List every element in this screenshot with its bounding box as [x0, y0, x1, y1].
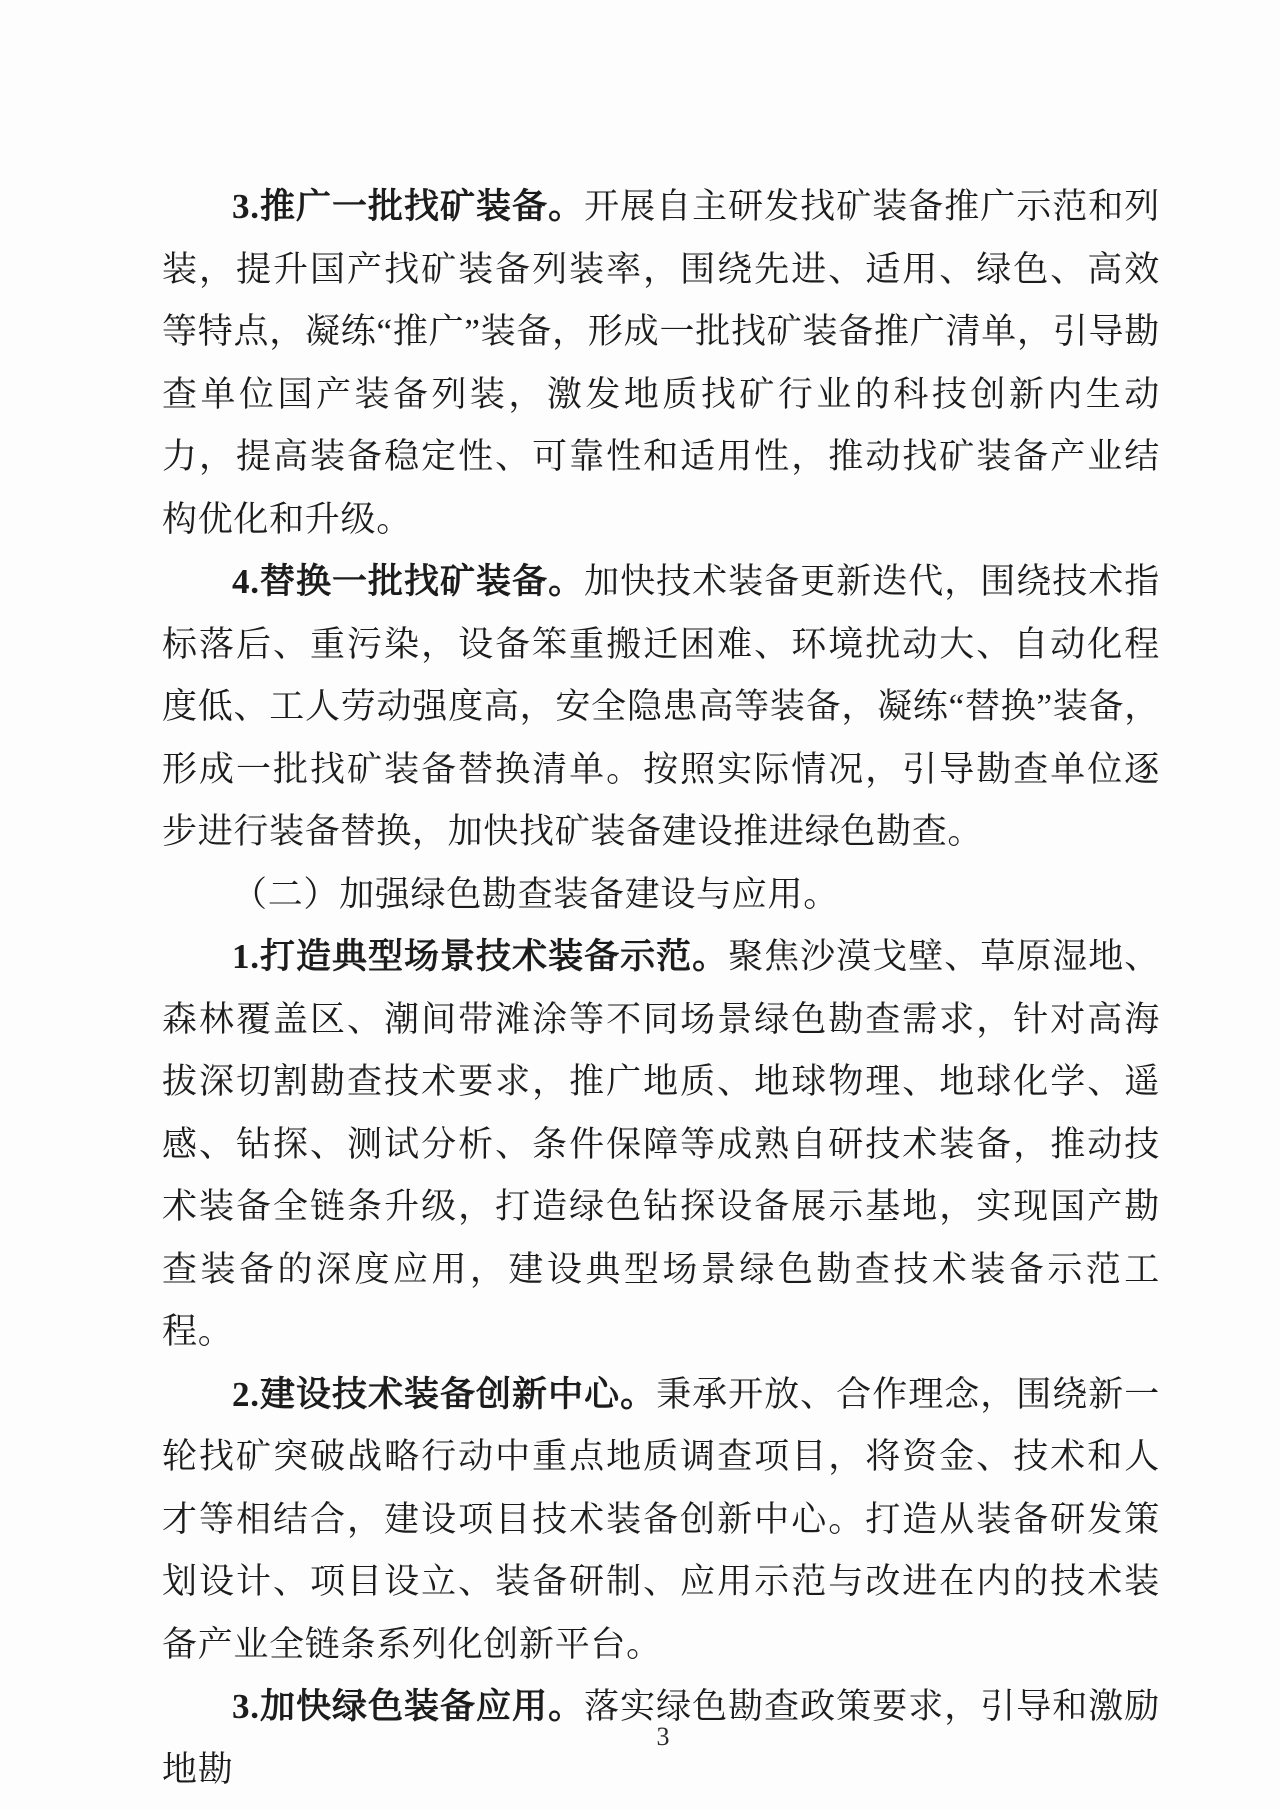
page-footer: [0, 1722, 1280, 1752]
document-body: [162, 176, 1160, 1801]
paragraph-text: 开展自主研发找矿装备推广示范和列装，提升国产找矿装备列装率，围绕先进、适用、绿色、高效等特点，凝练“推广”装备，形成一批找矿装备推广清单，引导勘查单位国产装备列装，激发地质找矿行业的科技创新内生动力，提高装备稳定性、可靠性和适用性，推动找矿装备产业结构优化和升级。: [162, 187, 1161, 539]
paragraph-lead: 2.建设技术装备创新中心。: [232, 1374, 657, 1414]
paragraph-scene-demonstration: [162, 926, 1160, 1364]
paragraph-text: 秉承开放、合作理念，围绕新一轮找矿突破战略行动中重点地质调查项目，将资金、技术和人才等相结合，建设项目技术装备创新中心。打造从装备研发策划设计、项目设立、装备研制、应用示范与改进在内的技术装备产业全链条系列化创新平台。: [162, 1374, 1160, 1664]
paragraph-text: 加快技术装备更新迭代，围绕技术指标落后、重污染，设备笨重搬迁困难、环境扰动大、自动化程度低、工人劳动强度高，安全隐患高等装备，凝练“替换”装备，形成一批找矿装备替换清单。按照实际情况，引导勘查单位逐步进行装备替换，加快找矿装备建设推进绿色勘查。: [162, 562, 1161, 851]
paragraph-promote-equipment: [162, 176, 1160, 551]
section-heading-text: （二）加强绿色勘查装备建设与应用。: [232, 874, 839, 914]
paragraph-text: 落实绿色勘查政策要求，引导和激励地勘: [162, 1687, 1161, 1789]
paragraph-lead: 4.替换一批找矿装备。: [232, 562, 585, 601]
paragraph-text: 聚焦沙漠戈壁、草原湿地、森林覆盖区、潮间带滩涂等不同场景绿色勘查需求，针对高海拔深切割勘查技术要求，推广地质、地球物理、地球化学、遥感、钻探、测试分析、条件保障等成熟自研技术装备，推动技术装备全链条升级，打造绿色钻探设备展示基地，实现国产勘查装备的深度应用，建设典型场景绿色勘查技术装备示范工程。: [162, 937, 1160, 1351]
page-number: 3: [656, 1722, 670, 1751]
section-heading-green-exploration: [162, 864, 1160, 927]
paragraph-lead: 1.打造典型场景技术装备示范。: [232, 937, 729, 976]
paragraph-lead: 3.加快绿色装备应用。: [232, 1687, 585, 1726]
paragraph-innovation-center: [162, 1364, 1160, 1677]
paragraph-lead: 3.推广一批找矿装备。: [232, 187, 585, 226]
paragraph-replace-equipment: [162, 551, 1160, 864]
